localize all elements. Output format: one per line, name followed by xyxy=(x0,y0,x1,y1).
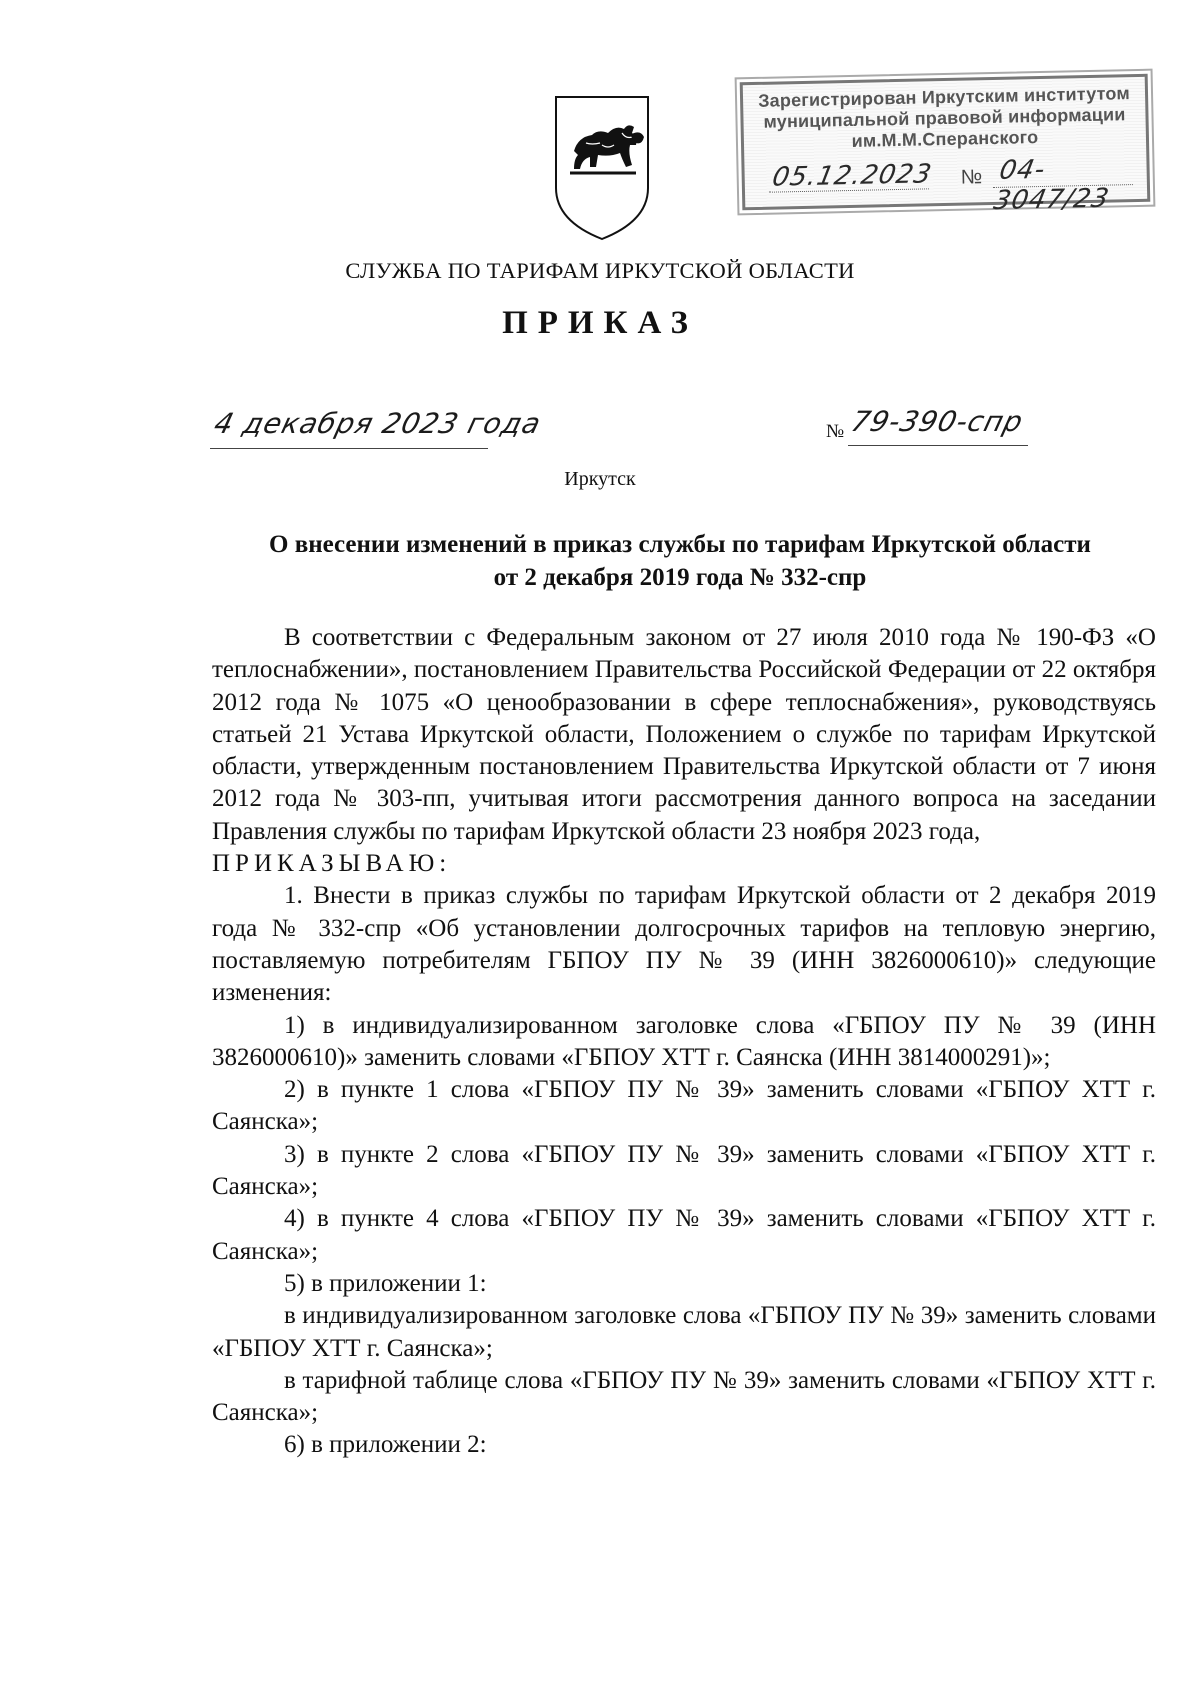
stamp-registration-row xyxy=(758,153,1133,217)
subparagraph-2: 2) в пункте 1 слова «ГБПОУ ПУ № 39» заменить словами «ГБПОУ ХТТ г. Саянска»; xyxy=(212,1076,1156,1136)
stamp-line-3: им.М.М.Сперанского xyxy=(851,127,1039,151)
agency-name: СЛУЖБА ПО ТАРИФАМ ИРКУТСКОЙ ОБЛАСТИ xyxy=(345,258,855,283)
heading-line-2: от 2 декабря 2019 года № 332-спр xyxy=(493,564,867,591)
subparagraph-5: 5) в приложении 1: xyxy=(284,1269,487,1297)
stamp-line-1: Зарегистрирован Иркутским институтом xyxy=(757,83,1131,111)
subparagraph-5-item-a: в индивидуализированном заголовке слова «ГБПОУ ПУ № 39» заменить словами «ГБПОУ ХТТ г. Саянска»; xyxy=(212,1302,1156,1362)
preamble-paragraph: В соответствии с Федеральным законом от 27 июля 2010 года № 190-ФЗ «О теплоснабжении», постановлением Правительства Российской Федерации от 22 октября 2012 года № 1075 «О ценообразовании в сфере теплоснабжения», руководствуясь статьей 21 Устава Иркутской области, Положением о службе по тарифам Иркутской области, утвержденным постановлением Правительства Иркутской области от 7 июня 2012 года № 303-пп, учитывая итоги рассмотрения данного вопроса на заседании Правления службы по тарифам Иркутской области 23 ноября 2023 года, xyxy=(212,624,1156,845)
city-name: Иркутск xyxy=(564,468,636,490)
heading-line-1: О внесении изменений в приказ службы по тарифам Иркутской области xyxy=(269,531,1091,558)
subparagraph-1: 1) в индивидуализированном заголовке слова «ГБПОУ ПУ № 39 (ИНН 3826000610)» заменить словами «ГБПОУ ХТТ г. Саянска (ИНН 3814000291)»; xyxy=(212,1011,1156,1071)
document-type-title: ПРИКАЗ xyxy=(502,305,698,341)
document-heading xyxy=(205,528,1155,594)
order-date-underline xyxy=(210,448,488,449)
registration-stamp xyxy=(740,74,1151,217)
stamp-registration-date: 05.12.2023 xyxy=(769,159,935,193)
document-body xyxy=(212,622,1156,1462)
order-number-underline xyxy=(848,445,1028,446)
order-word: ПРИКАЗЫВАЮ: xyxy=(212,850,452,878)
order-date-handwritten: 4 декабря 2023 года xyxy=(210,407,545,440)
subparagraph-5-item-b: в тарифной таблице слова «ГБПОУ ПУ № 39» заменить словами «ГБПОУ ХТТ г. Саянска»; xyxy=(212,1366,1156,1427)
paragraph-1: 1. Внести в приказ службы по тарифам Иркутской области от 2 декабря 2019 года № 332-спр «Об установлении долгосрочных тарифов на тепловую энергию, поставляемую потребителям ГБПОУ ПУ № 39 (ИНН 3826000610)» следующие изменения: xyxy=(212,882,1156,1007)
order-number-handwritten: 79-390-спр xyxy=(847,405,1027,438)
subparagraph-6: 6) в приложении 2: xyxy=(284,1431,487,1459)
stamp-registration-number: 04-3047/23 xyxy=(991,154,1112,217)
order-number-label: № xyxy=(826,421,845,442)
stamp-number-label: № xyxy=(960,166,983,189)
stamp-line-2: муниципальной правовой информации xyxy=(763,104,1126,132)
subparagraph-3: 3) в пункте 2 слова «ГБПОУ ПУ № 39» заменить словами «ГБПОУ ХТТ г. Саянска»; xyxy=(212,1140,1156,1201)
subparagraph-4: 4) в пункте 4 слова «ГБПОУ ПУ № 39» заменить словами «ГБПОУ ХТТ г. Саянска»; xyxy=(212,1205,1156,1265)
coat-of-arms-emblem xyxy=(552,93,652,243)
